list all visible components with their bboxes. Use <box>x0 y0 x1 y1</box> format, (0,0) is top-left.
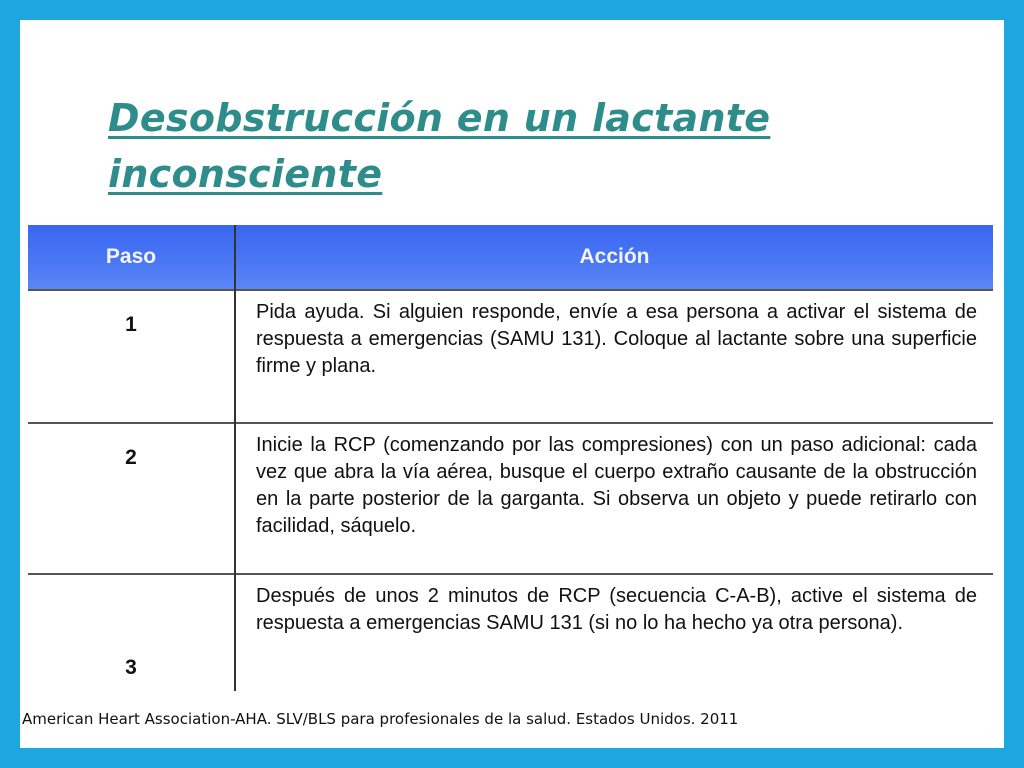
table-header-row <box>28 225 993 290</box>
slide-title: Desobstrucción en un lactante inconsciente <box>108 96 771 196</box>
steps-table <box>28 225 993 691</box>
step-number: 3 <box>28 574 235 691</box>
step-number: 2 <box>28 423 235 574</box>
step-action: Inicie la RCP (comenzando por las compresiones) con un paso adicional: cada vez que abra la vía aérea, busque el cuerpo extraño causante de la obstrucción en la parte posterior de la garganta. Si observa un objeto y puede retirarlo con facilidad, sáquelo. <box>235 423 993 574</box>
table-row <box>28 423 993 574</box>
table-row <box>28 290 993 423</box>
steps-table-container <box>28 225 993 679</box>
header-paso: Paso <box>28 225 235 290</box>
header-accion: Acción <box>235 225 993 290</box>
step-number: 1 <box>28 290 235 423</box>
step-action: Pida ayuda. Si alguien responde, envíe a esa persona a activar el sistema de respuesta a emergencias (SAMU 131). Coloque al lactante sobre una superficie firme y plana. <box>235 290 993 423</box>
table-row <box>28 574 993 691</box>
slide <box>20 20 1004 748</box>
source-citation: American Heart Association-AHA. SLV/BLS para profesionales de la salud. Estados Unidos. 2011 <box>22 710 739 728</box>
step-action: Después de unos 2 minutos de RCP (secuencia C-A-B), active el sistema de respuesta a emergencias SAMU 131 (si no lo ha hecho ya otra persona). <box>235 574 993 691</box>
